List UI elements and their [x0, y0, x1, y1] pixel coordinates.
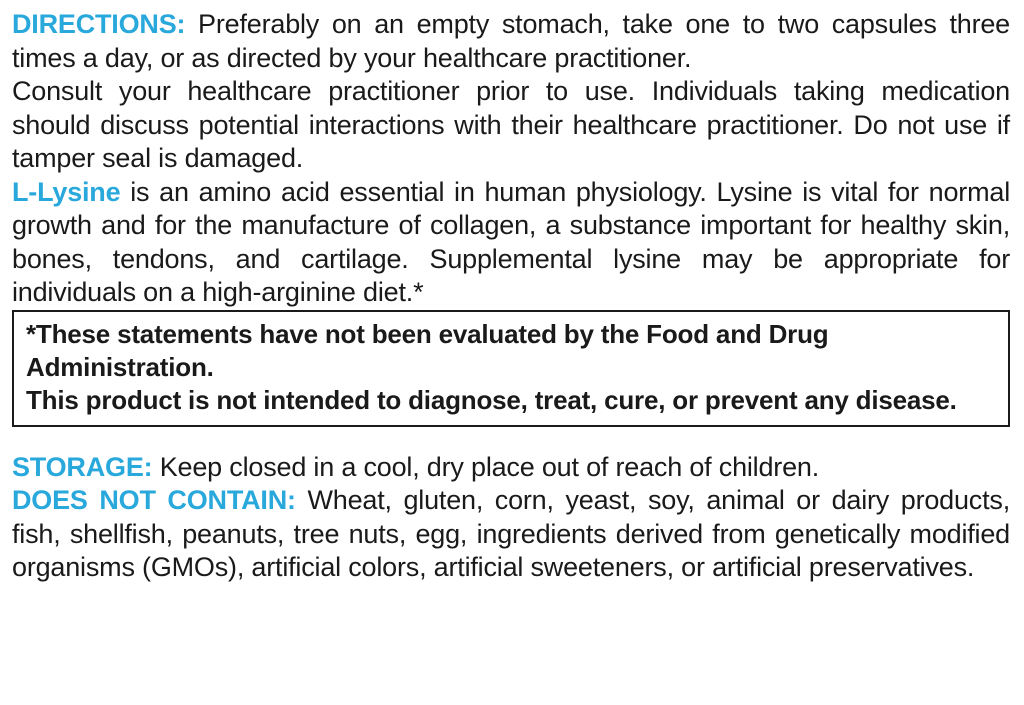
does-not-contain-section: [12, 484, 1010, 585]
disclaimer-line-2: This product is not intended to diagnose, treat, cure, or prevent any disease.: [26, 384, 957, 415]
fda-disclaimer-box: [12, 310, 1010, 427]
directions-text: Preferably on an empty stomach, take one to two capsules three times a day, or as directed by your healthcare practitioner.: [12, 9, 1010, 73]
storage-label: STORAGE:: [12, 451, 153, 482]
does-not-contain-text: Wheat, gluten, corn, yeast, soy, animal or dairy products, fish, shellfish, peanuts, tree nuts, egg, ingredients derived from genetically modified organisms (GMOs), artificial colors, artificial sweeteners, or artificial preservatives.: [12, 485, 1011, 582]
product-label-text: [12, 8, 1010, 585]
directions-label: DIRECTIONS:: [12, 9, 186, 39]
consult-text: Consult your healthcare practitioner prior to use. Individuals taking medication should discuss potential interactions with their healthcare practitioner. Do not use if tamper seal is damaged.: [12, 76, 1010, 173]
lysine-label: L-Lysine: [12, 176, 121, 207]
lysine-text: is an amino acid essential in human physiology. Lysine is vital for normal growth and for the manufacture of collagen, a substance important for healthy skin, bones, tendons, and cartilage. Supplemental lysine may be appropriate for individuals on a high-arginine diet.*: [12, 176, 1010, 307]
storage-section: [12, 451, 1010, 485]
storage-text: Keep closed in a cool, dry place out of reach of children.: [152, 451, 820, 482]
lysine-section: [12, 176, 1010, 310]
consult-section: [12, 75, 1010, 176]
does-not-contain-label: DOES NOT CONTAIN:: [12, 485, 296, 515]
disclaimer-line-1: *These statements have not been evaluated by the Food and Drug Administration.: [26, 318, 829, 382]
directions-section: [12, 8, 1010, 75]
